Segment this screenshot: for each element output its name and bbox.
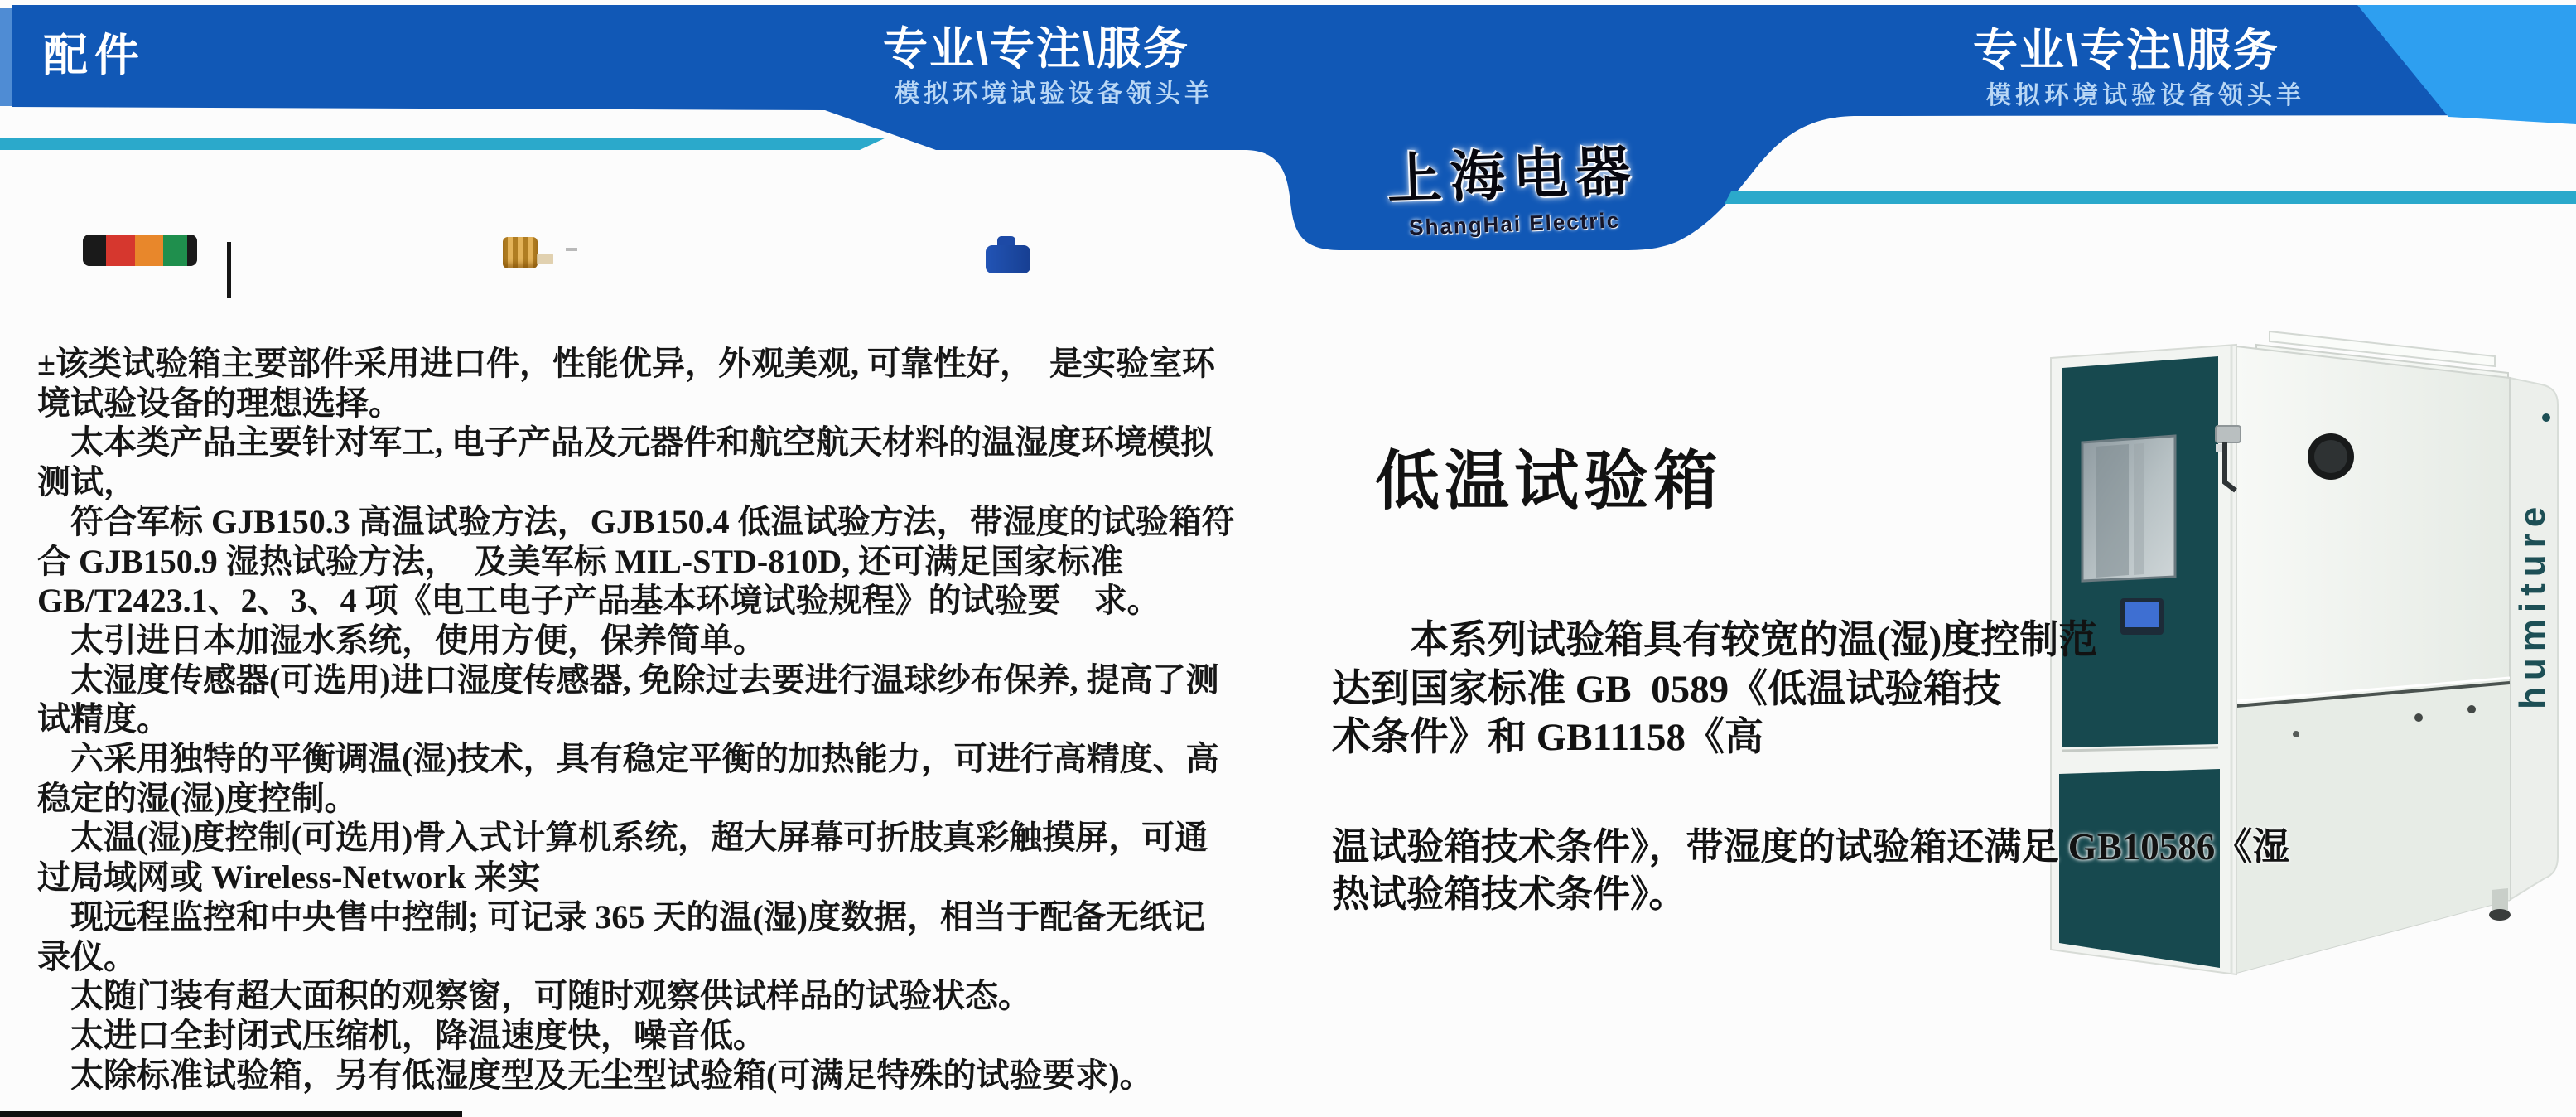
text-line: 术条件》和 GB11158《高: [1332, 716, 1763, 759]
tower-light-icon: [83, 235, 197, 266]
text-line: 稳定的湿(湿)度控制。: [37, 779, 358, 817]
panel-screw-3: [2293, 731, 2299, 737]
logo-chinese-name: 上海电器: [1386, 141, 1640, 211]
product-paragraph-2: [1332, 824, 2289, 918]
text-line: 热试验箱技术条件》。: [1332, 873, 1686, 915]
text-line: GB/T2423.1、2、3、4 项《电工电子产品基本环境试验规程》的试验要 求。: [37, 582, 1160, 620]
right-banner-subtitle: 模拟环境试验设备领头羊: [1986, 82, 2305, 109]
text-line: 过局域网或 Wireless-Network 来实: [37, 858, 541, 897]
company-logo: [1358, 126, 1668, 243]
text-line: 符合军标 GJB150.3 高温试验方法，GJB150.4 低温试验方法，带湿度的试验箱符: [37, 502, 1235, 540]
small-part-fragment: [566, 248, 577, 251]
teal-stripe-left: [0, 138, 886, 150]
logo-english-name: ShangHai Electric: [1408, 207, 1621, 240]
text-line: 试精度。: [37, 700, 170, 738]
text-line: 太本类产品主要针对军工, 电子产品及元器件和航空航天材料的温湿度环境模拟: [37, 423, 1213, 462]
light-segment: [106, 235, 135, 266]
text-line: 太除标准试验箱，另有低湿度型及无尘型试验箱(可满足特殊的试验要求)。: [37, 1056, 1153, 1094]
text-line: 本系列试验箱具有较宽的温(湿)度控制范: [1332, 619, 2098, 662]
center-banner-subtitle: 模拟环境试验设备领头羊: [895, 80, 1213, 108]
text-line: 温试验箱技术条件》，带湿度的试验箱还满足 GB10586《湿: [1332, 826, 2290, 868]
cable-port-inner: [2314, 440, 2347, 473]
panel-screw-2: [2467, 705, 2476, 713]
touchscreen-display: [2125, 602, 2159, 627]
brand-text: humiture: [2512, 500, 2553, 709]
feature-text-block: [37, 344, 1235, 1095]
text-line: 录仪。: [37, 937, 137, 975]
brass-fitting-tab: [537, 254, 553, 264]
text-line: 现远程监控和中央售中控制; 可记录 365 天的温(湿)度数据，相当于配备无纸记: [37, 897, 1205, 936]
text-line: ±该类试验箱主要部件采用进口件，性能优异，外观美观, 可靠性好， 是实验室环: [37, 345, 1215, 382]
chamber-caster: [2489, 909, 2511, 921]
brand-mark: [2542, 413, 2550, 422]
window-reflection: [2096, 444, 2129, 578]
text-line: 太引进日本加湿水系统，使用方便，保养简单。: [37, 621, 766, 659]
light-segment: [83, 235, 106, 266]
product-paragraph-1: [1332, 617, 2097, 762]
light-segment: [135, 235, 163, 266]
text-line: 达到国家标准 GB 0589《低温试验箱技: [1332, 667, 2002, 711]
text-line: 合 GJB150.9 湿热试验方法， 及美军标 MIL-STD-810D, 还可满足国家标准: [37, 542, 1124, 580]
text-line: 太湿度传感器(可选用)进口湿度传感器, 免除过去要进行温球纱布保养, 提高了测: [37, 660, 1219, 699]
window-reflection-2: [2134, 443, 2144, 575]
text-line: 测试，: [37, 463, 137, 501]
text-line: 太进口全封闭式压缩机，降温速度快，噪音低。: [37, 1016, 766, 1054]
product-title: 低温试验箱: [1375, 445, 1724, 517]
divider-line: [227, 242, 231, 298]
right-banner-title: 专业\专注\服务: [1973, 26, 2280, 75]
panel-screw-1: [2414, 713, 2423, 722]
text-line: 六采用独特的平衡调温(湿)技术，具有稳定平衡的加热能力，可进行高精度、高: [37, 740, 1219, 778]
chamber-foot: [2492, 888, 2508, 911]
text-line: 太温(湿)度控制(可选用)骨入式计算机系统，超大屏幕可折肢真彩触摸屏，可通: [37, 819, 1208, 857]
light-segment: [163, 235, 187, 266]
text-line: 境试验设备的理想选择。: [37, 384, 402, 422]
left-tab-title: 配件: [43, 31, 146, 80]
light-segment: [187, 235, 197, 266]
text-line: 太随门装有超大面积的观察窗，可随时观察供试样品的试验状态。: [37, 977, 1031, 1015]
blue-valve-icon: [986, 245, 1030, 273]
center-banner-title: 专业\专注\服务: [883, 24, 1190, 74]
page-edge-line: [0, 1111, 462, 1117]
brass-fitting-icon: [503, 237, 538, 268]
door-latch: [2216, 426, 2241, 442]
teal-stripe-right: [1725, 191, 2576, 204]
